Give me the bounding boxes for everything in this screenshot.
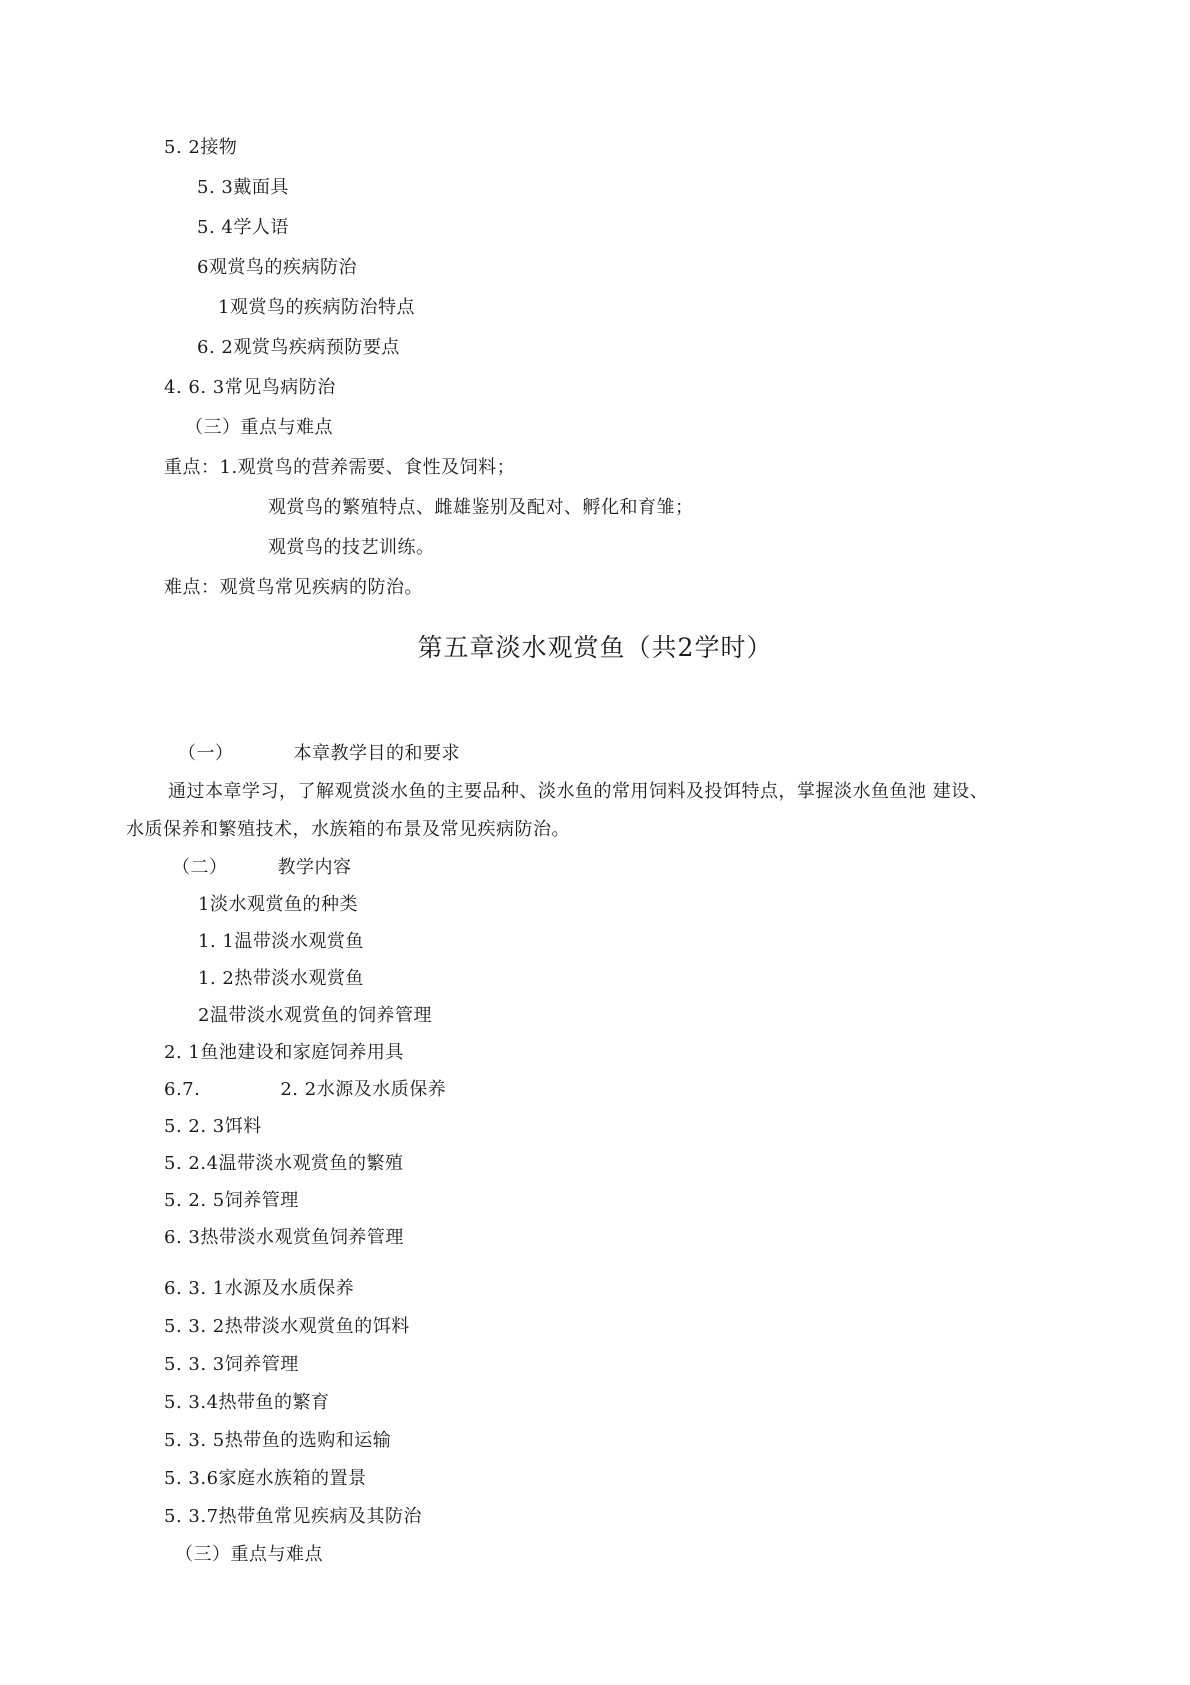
section-number: （二）: [172, 857, 228, 878]
outline-item: [164, 1078, 446, 1102]
outline-item: 6. 3热带淡水观赏鱼饲养管理: [164, 1227, 404, 1248]
section-heading: （三）重点与难点: [185, 417, 333, 438]
outline-item: 5. 2. 5饲养管理: [164, 1190, 299, 1211]
section-heading: [172, 856, 352, 880]
paragraph-line: 水质保养和繁殖技术，水族箱的布景及常见疾病防治。: [126, 819, 570, 840]
outline-item: 5. 2.4温带淡水观赏鱼的繁殖: [164, 1153, 404, 1174]
outline-item: 6. 2观赏鸟疾病预防要点: [197, 337, 400, 358]
outline-item: 1观赏鸟的疾病防治特点: [218, 297, 415, 318]
paragraph-line: 通过本章学习，了解观赏淡水鱼的主要品种、淡水鱼的常用饲料及投饵特点，掌握淡水鱼鱼池 建设、: [168, 781, 989, 802]
outline-item: 5. 3.7热带鱼常见疾病及其防治: [164, 1506, 423, 1527]
outline-item: 5. 3. 3饲养管理: [164, 1354, 299, 1375]
outline-item: 5. 3.6家庭水族箱的置景: [164, 1468, 367, 1489]
outline-item: 5. 2接物: [164, 137, 238, 158]
outline-item: 1. 1温带淡水观赏鱼: [198, 931, 364, 952]
outline-item: 5. 3戴面具: [197, 177, 289, 198]
section-title: 教学内容: [277, 857, 352, 878]
outline-item: 5. 2. 3饵料: [164, 1116, 262, 1137]
outline-item: 5. 3. 5热带鱼的选购和运输: [164, 1430, 392, 1451]
outline-item: 1淡水观赏鱼的种类: [198, 894, 358, 915]
outline-item: 5. 4学人语: [197, 217, 289, 238]
section-heading: [178, 742, 460, 766]
outline-text: 2. 2水源及水质保养: [280, 1079, 447, 1100]
key-point: 观赏鸟的技艺训练。: [268, 537, 435, 558]
outline-item: 6. 3. 1水源及水质保养: [164, 1278, 355, 1299]
outline-item: 5. 3. 2热带淡水观赏鱼的饵料: [164, 1316, 410, 1337]
section-title: 本章教学目的和要求: [293, 743, 460, 764]
outline-item: 2. 1鱼池建设和家庭饲养用具: [164, 1042, 404, 1063]
outline-item: 6观赏鸟的疾病防治: [197, 257, 357, 278]
outline-item: 5. 3.4热带鱼的繁育: [164, 1392, 330, 1413]
difficult-point: 难点：观赏鸟常见疾病的防治。: [164, 577, 423, 598]
outline-item: 4. 6. 3常见鸟病防治: [164, 377, 336, 398]
key-point: 观赏鸟的繁殖特点、雌雄鉴别及配对、孵化和育雏；: [268, 497, 694, 518]
outline-number: 6.7.: [164, 1079, 201, 1100]
outline-item: 2温带淡水观赏鱼的饲养管理: [198, 1005, 432, 1026]
outline-item: 1. 2热带淡水观赏鱼: [198, 968, 364, 989]
chapter-title: 第五章淡水观赏鱼（共2学时）: [417, 633, 773, 662]
section-number: （一）: [178, 743, 234, 764]
key-point: 重点：1.观赏鸟的营养需要、食性及饲料；: [164, 457, 516, 478]
section-heading: （三）重点与难点: [175, 1544, 323, 1565]
